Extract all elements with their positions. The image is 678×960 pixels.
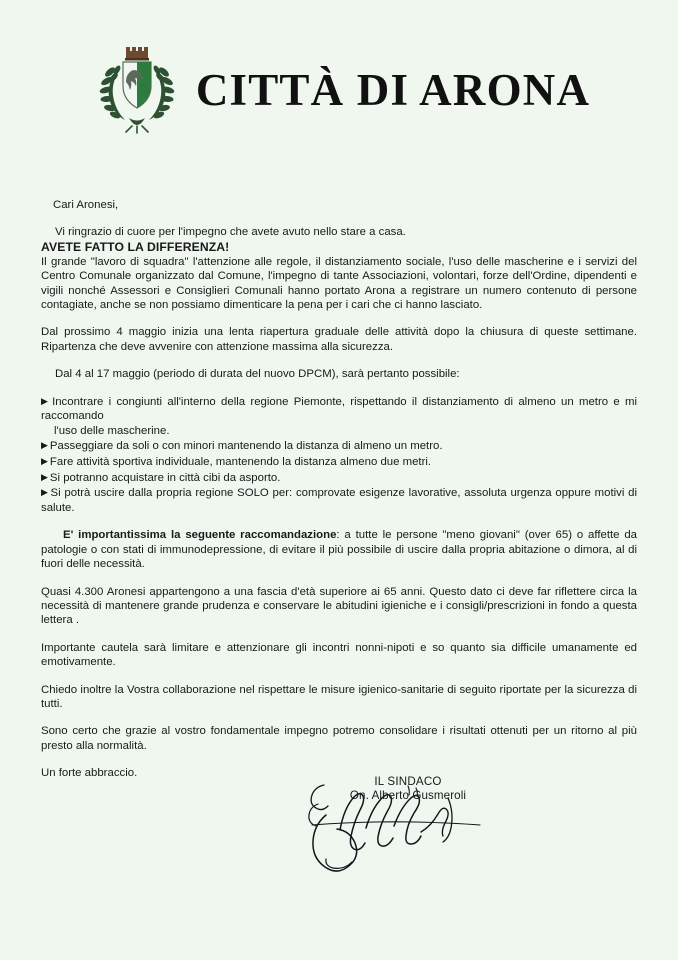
triangle-bullet-icon: ▶ — [41, 471, 48, 482]
list-item — [41, 454, 637, 470]
spacer — [41, 515, 637, 528]
recommendation-rest: : a tutte le persone "meno giovani" (over 65) o affette da patologie o con stati di immunodepressione, di evitare il più possibile di uscire dalla propria abitazione o dimora, al di fuori delle necessità. — [41, 529, 637, 571]
emphasis-headline: AVETE FATTO LA DIFFERENZA! — [41, 239, 230, 254]
list-item — [41, 394, 637, 439]
teamwork-paragraph: Il grande "lavoro di squadra" l'attenzione alle regole, il distanziamento sociale, l'uso delle mascherine e i servizi del Centro Comunale organizzato dal Comune, l'impegno di tante Associazioni, volontari, forze dell'Ordine, dipendenti e vigili nonché Assessori e Consiglieri Comunali hanno portato Arona a registrare un numero contenuto di persone contagiate, anche se non possiamo dimenticare la pena per i cari che ci hanno lasciato. — [41, 255, 637, 312]
spacer — [41, 354, 637, 367]
closing-paragraph: Sono certo che grazie al vostro fondamentale impegno potremo consolidare i risultati ottenuti per un ritorno al più presto alla normalità. — [41, 725, 637, 752]
triangle-bullet-icon: ▶ — [41, 456, 48, 467]
triangle-bullet-icon: ▶ — [41, 487, 49, 498]
recommendation-paragraph — [41, 528, 637, 571]
spacer — [41, 212, 637, 225]
list-item-continuation: l'uso delle mascherine. — [54, 424, 170, 437]
spacer — [41, 753, 637, 766]
recommendation-emphasis: E' importantissima la seguente raccomandazione — [63, 529, 337, 542]
measures-list — [41, 394, 637, 516]
grandparents-paragraph: Importante cautela sarà limitare e attenzionare gli incontri nonni-nipoti e so quanto sia difficile umanamente ed emotivamente. — [41, 641, 637, 669]
spacer — [41, 572, 637, 585]
signature-captions — [318, 775, 498, 803]
spacer — [41, 382, 637, 394]
salutation: Cari Aronesi, — [53, 199, 119, 211]
list-item-text: Fare attività sportiva individuale, mantenendo la distanza almeno due metri. — [49, 456, 432, 469]
farewell-line: Un forte abbraccio. — [41, 767, 138, 780]
list-item-text: Passeggiare da soli o con minori mantenendo la distanza di almeno un metro. — [49, 440, 443, 453]
signature-block — [290, 770, 520, 880]
signature-name: On. Alberto Gusmeroli — [349, 789, 467, 802]
list-item — [41, 438, 637, 454]
letter-body — [41, 198, 637, 781]
arona-coat-of-arms-icon — [96, 44, 178, 136]
collaboration-paragraph: Chiedo inoltre la Vostra collaborazione nel rispettare le misure igienico-sanitarie di seguito riportate per la sicurezza di tutti. — [41, 683, 637, 711]
spacer — [41, 711, 637, 724]
triangle-bullet-icon: ▶ — [41, 395, 51, 406]
page-title: CITTÀ DI ARONA — [195, 64, 591, 115]
dpcm-intro: Dal 4 al 17 maggio (periodo di durata del nuovo DPCM), sarà pertanto possibile: — [55, 368, 460, 381]
spacer — [41, 312, 637, 325]
spacer — [41, 628, 637, 641]
thanks-paragraph: Vi ringrazio di cuore per l'impegno che avete avuto nello stare a casa. — [55, 226, 406, 239]
letterhead — [0, 0, 678, 136]
list-item — [41, 485, 637, 515]
list-item — [41, 470, 637, 486]
statistics-paragraph: Quasi 4.300 Aronesi appartengono a una fascia d'età superiore ai 65 anni. Questo dato ci deve far riflettere circa la necessità di mantenere grande prudenza e conservare le abitudini igieniche e i consigli/prescrizioni in fondo a questa lettera . — [41, 585, 637, 627]
list-item-text: Si potranno acquistare in città cibi da asporto. — [49, 471, 281, 484]
reopening-paragraph: Dal prossimo 4 maggio inizia una lenta riapertura graduale delle attività dopo la chiusura di queste settimane. Ripartenza che deve avvenire con attenzione massima alla sicurezza. — [41, 326, 637, 353]
triangle-bullet-icon: ▶ — [41, 440, 48, 451]
list-item-text: Si potrà uscire dalla propria regione SOLO per: comprovate esigenze lavorative, assoluta urgenza oppure motivi di salute. — [41, 487, 638, 514]
spacer — [41, 670, 637, 683]
signature-role: IL SINDACO — [374, 775, 442, 788]
list-item-text: Incontrare i congiunti all'interno della regione Piemonte, rispettando il distanziamento di almeno un metro e mi raccomando — [41, 395, 638, 423]
